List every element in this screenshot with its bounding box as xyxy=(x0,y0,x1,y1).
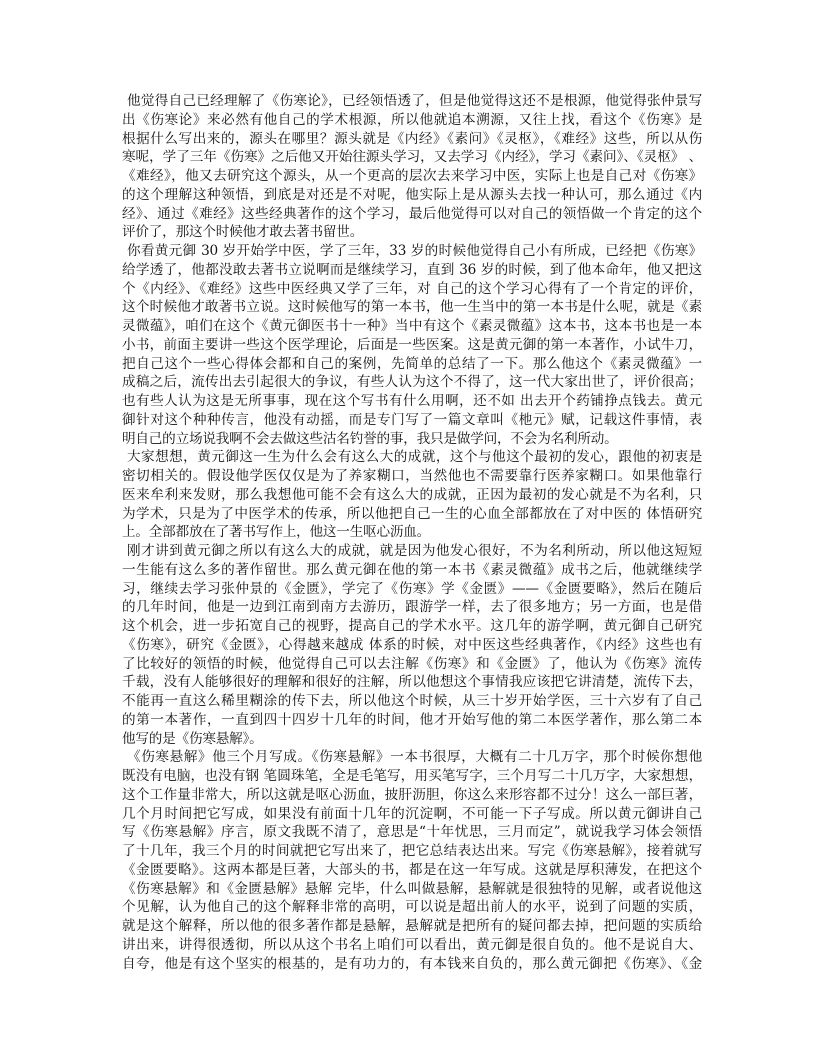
text-line: 写《伤寒悬解》序言，原文我既不清了，意思是“十年忧思，三月而定”，就说我学习体会领悟 xyxy=(122,824,702,841)
text-line: 不能再一直这么稀里糊涂的传下去，所以他这个时候，从三十岁开始学医，三十六岁有了自己 xyxy=(122,693,702,709)
text-line: 御针对这个种种传言，他没有动摇，而是专门写了一篇文章叫《杝元》赋，记载这件事情，表 xyxy=(122,411,702,428)
text-line: 的第一本著作，一直到四十四岁十几年的时间，他才开始写他的第二本医学著作，那么第二本 xyxy=(122,711,702,728)
text-line: 这个机会，进一步拓宽自己的视野，提高自己的学术水平。这几年的游学啊，黄元御自己研究 xyxy=(122,618,702,634)
text-line: 就是这个解释，所以他的很多著作都是悬解，悬解就是把所有的疑问都去掉，把问题的实质给 xyxy=(122,918,702,934)
text-line: 讲出来，讲得很透彻，所以从这个书名上咱们可以看出，黄元御是很自负的。他不是说自大、 xyxy=(122,936,702,953)
text-line: 上。全部都放在了著书写作上，他这一生呕心沥血。 xyxy=(122,524,431,541)
text-line: 大家想想，黄元御这一生为什么会有这么大的成就，这个与他这个最初的发心，跟他的初衷是 xyxy=(127,449,702,466)
text-line: 成稿之后，流传出去引起很大的争议，有些人认为这个不得了，这一代大家出世了，评价很高； xyxy=(122,374,702,391)
text-line: 小书，前面主要讲一些这个医学理论，后面是一些医案。这是黄元御的第一本著作，小试牛刀， xyxy=(122,336,702,353)
paragraph xyxy=(122,242,702,448)
paragraph xyxy=(122,92,702,242)
text-line: 习，继续去学习张仲景的《金匮》，学完了《伤寒》学《金匮》——《金匮要略》，然后在随后 xyxy=(122,580,702,597)
text-line: 这个时候他才敢著书立说。这时候他写的第一本书，他一生当中的第一本书是什么呢，就是《素 xyxy=(122,299,702,316)
paragraph xyxy=(122,448,702,542)
text-line: 给学透了，他都没敢去著书立说啊而是继续学习，直到 36 岁的时候，到了他本命年，他又把这 xyxy=(122,261,702,278)
text-line: 几个月时间把它写成，如果没有前面十几年的沉淀啊，不可能一下子写成。所以黄元御讲自己 xyxy=(122,805,702,822)
text-line: 经》、通过《难经》这些经典著作的这个学习，最后他觉得可以对自己的领悟做一个肯定的这个 xyxy=(122,205,702,222)
text-line: 评价了，那这个时候他才敢去著书留世。 xyxy=(122,224,364,241)
text-line: 自夸，他是有这个坚实的根基的，是有功力的，有本钱来自负的，那么黄元御把《伤寒》、《金 xyxy=(122,955,702,972)
text-line: 的几年时间，他是一边到江南到南方去游历，跟游学一样，去了很多地方；另一方面，也是借 xyxy=(122,599,702,616)
text-line: 《伤寒》，研究《金匮》，心得越来越成 体系的时候，对中医这些经典著作，《内经》这些也有 xyxy=(122,636,702,653)
text-line: 为学术，只是为了中医学术的传承，所以他把自己一生的心血全部都放在了对中医的 体悟研究 xyxy=(122,505,702,522)
text-line: 灵微蕴》，咱们在这个《黄元御医书十一种》当中有这个《素灵微蕴》这本书，这本书也是一本 xyxy=(122,318,702,334)
text-line: 《伤寒悬解》和《金匮悬解》悬解 完毕，什么叫做悬解，悬解就是很独特的见解，或者说他这 xyxy=(122,880,702,897)
text-line: 了比较好的领悟的时候，他觉得自己可以去注解《伤寒》和《金匮》了，他认为《伤寒》流传 xyxy=(122,655,702,672)
text-line: 他写的是《伤寒悬解》。 xyxy=(122,730,263,747)
text-line: 他觉得自己已经理解了《伤寒论》，已经领悟透了，但是他觉得这还不是根源，他觉得张仲景写 xyxy=(127,93,702,109)
text-line: 个见解，认为他自己的这个解释非常的高明，可以说是超出前人的水平，说到了问题的实质， xyxy=(122,899,702,916)
text-line: 这个工作量非常大，所以这就是呕心沥血，披肝沥胆，你这么来形容都不过分！这么一部巨著， xyxy=(122,786,702,803)
text-line: 《金匮要略》。这两本都是巨著，大部头的书，都是在这一年写成。这就是厚积薄发，在把这个 xyxy=(122,861,702,878)
text-line: 出《伤寒论》来必然有他自己的学术根源，所以他就追本溯源，又往上找，看这个《伤寒》是 xyxy=(122,111,702,128)
paragraph xyxy=(122,542,702,748)
text-line: 既没有电脑，也没有钢 笔圆珠笔，全是毛笔写，用买笔写字，三个月写二十几万字，大家想想， xyxy=(122,768,702,784)
text-line: 也有些人认为这是无所事事，现在这个写书有什么用啊，还不如 出去开个药铺挣点钱去。黄元 xyxy=(122,393,702,409)
text-line: 明自己的立场说我啊不会去做这些沽名钓誉的事，我只是做学问，不会为名利所动。 xyxy=(122,430,618,447)
text-line: 你看黄元御 30 岁开始学中医，学了三年，33 岁的时候他觉得自己小有所成，已经把《伤寒》 xyxy=(127,243,702,259)
text-line: 一生能有这么多的著作留世。那么黄元御在他的第一本书《素灵微蕴》成书之后，他就继续学 xyxy=(122,561,702,578)
text-line: 寒呢，学了三年《伤寒》之后他又开始往源头学习，又去学习《内经》，学习《素问》、《灵枢》 、 xyxy=(122,149,702,166)
document-body xyxy=(122,92,702,973)
text-line: 《难经》，他又去研究这个源头，从一个更高的层次去来学习中医，实际上也是自己对《伤寒》 xyxy=(122,168,702,184)
paragraph xyxy=(122,748,702,973)
text-line: 根据什么写出来的，源头在哪里？源头就是《内经》《素问》《灵枢》，《难经》这些，所以从伤 xyxy=(122,130,702,147)
text-line: 千载，没有人能够很好的理解和很好的注解，所以他想这个事情我应该把它讲清楚，流传下去， xyxy=(122,674,702,691)
text-line: 把自己这个一些心得体会都和自己的案例，先简单的总结了一下。那么他这个《素灵微蕴》一 xyxy=(122,355,702,372)
text-line: 了十几年，我三个月的时间就把它写出来了，把它总结表达出来。写完《伤寒悬解》，接着就写 xyxy=(122,843,702,859)
text-line: 刚才讲到黄元御之所以有这么大的成就，就是因为他发心很好，不为名利所动，所以他这短短 xyxy=(127,543,702,559)
text-line: 密切相关的。假设他学医仅仅是为了养家糊口，当然他也不需要靠行医养家糊口。如果他靠行 xyxy=(122,468,702,484)
text-line: 个《内经》、《难经》这些中医经典又学了三年，对 自己的这个学习心得有了一个肯定的评价， xyxy=(122,280,702,297)
text-line: 的这个理解这种领悟，到底是对还是不对呢，他实际上是从源头去找一种认可，那么通过《内 xyxy=(122,186,702,203)
text-line: 《伤寒悬解》他三个月写成。《伤寒悬解》一本书很厚，大概有二十几万字，那个时候你想他 xyxy=(127,749,702,766)
text-line: 医来牟利来发财，那么我想他可能不会有这么大的成就，正因为最初的发心就是不为名利，只 xyxy=(122,486,702,503)
